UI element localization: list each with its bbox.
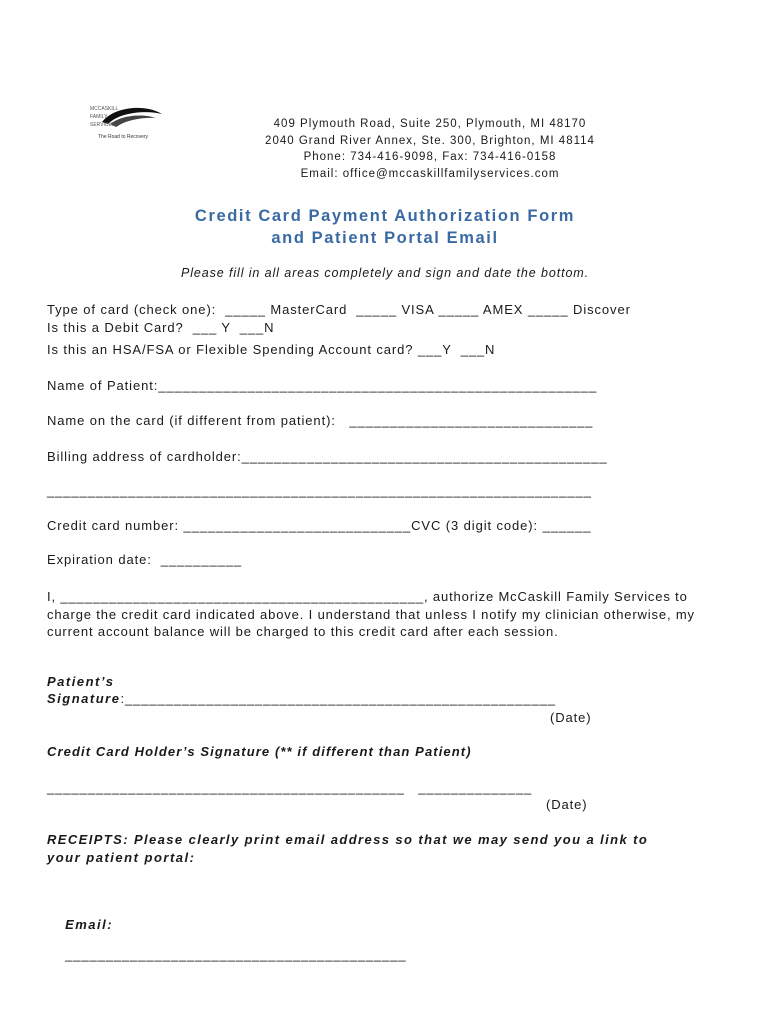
card-type-question[interactable]: Type of card (check one): _____ MasterCard _____ VISA _____ AMEX _____ Discover [47,302,631,317]
patient-signature-label: Patient’s [47,674,115,689]
instructions: Please fill in all areas completely and sign and date the bottom. [180,266,589,280]
card-number-field[interactable]: Credit card number: ____________________________CVC (3 digit code): ______ [47,518,592,533]
svg-text:SERVICES: SERVICES [90,122,116,128]
name-on-card-field[interactable]: Name on the card (if different from patient): ______________________________ [47,413,594,428]
billing-address-field[interactable]: Billing address of cardholder:_____________________________________________ [47,449,608,464]
company-logo [84,100,164,142]
patient-signature-blank[interactable]: :_____________________________________________________ [120,691,556,706]
billing-address-line-2[interactable]: ___________________________________________________________________ [47,483,592,498]
email-row[interactable] [47,902,407,977]
svg-text:FAMILY: FAMILY [90,114,108,120]
svg-text:MCCASKILL: MCCASKILL [90,106,119,112]
cardholder-signature-label: Credit Card Holder’s Signature (** if different than Patient) [47,744,472,759]
email-label: Email: [65,917,114,932]
cardholder-signature-blank[interactable]: ____________________________________________ ______________ [47,780,533,795]
receipts-note-line-1: RECEIPTS: Please clearly print email address so that we may send you a link to [47,832,649,847]
signature-label: Signature [47,691,121,706]
title-line-2: and Patient Portal Email [271,229,499,247]
address-line-1: 409 Plymouth Road, Suite 250, Plymouth, MI 48170 [273,118,587,130]
patient-signature-row[interactable] [47,691,556,706]
authorization-statement[interactable]: I, _____________________________________________, authorize McCaskill Family Services to charge the credit card indicated above. I understand that unless I notify my clinician otherwise, my current account balance will be charged to this credit card after each session. [47,589,695,639]
email-line: Email: office@mccaskillfamilyservices.com [300,167,560,180]
cardholder-date-label: (Date) [546,797,588,812]
email-blank[interactable]: __________________________________________ [65,947,407,962]
contact-block [180,116,680,182]
patient-date-label: (Date) [550,710,592,725]
hsa-fsa-question[interactable]: Is this an HSA/FSA or Flexible Spending Account card? ___Y ___N [47,342,496,357]
address-line-2: 2040 Grand River Annex, Ste. 300, Brighton, MI 48114 [265,134,595,147]
phone-fax-line: Phone: 734-416-9098, Fax: 734-416-0158 [303,151,557,163]
form-title [0,205,770,249]
expiration-date-field[interactable]: Expiration date: __________ [47,552,243,567]
title-line-1: Credit Card Payment Authorization Form [194,207,576,225]
logo-tagline: The Road to Recovery [98,134,149,140]
debit-card-question[interactable]: Is this a Debit Card? ___ Y ___N [47,320,275,335]
patient-name-field[interactable]: Name of Patient:______________________________________________________ [47,378,598,393]
receipts-note-line-2: your patient portal: [47,850,196,865]
